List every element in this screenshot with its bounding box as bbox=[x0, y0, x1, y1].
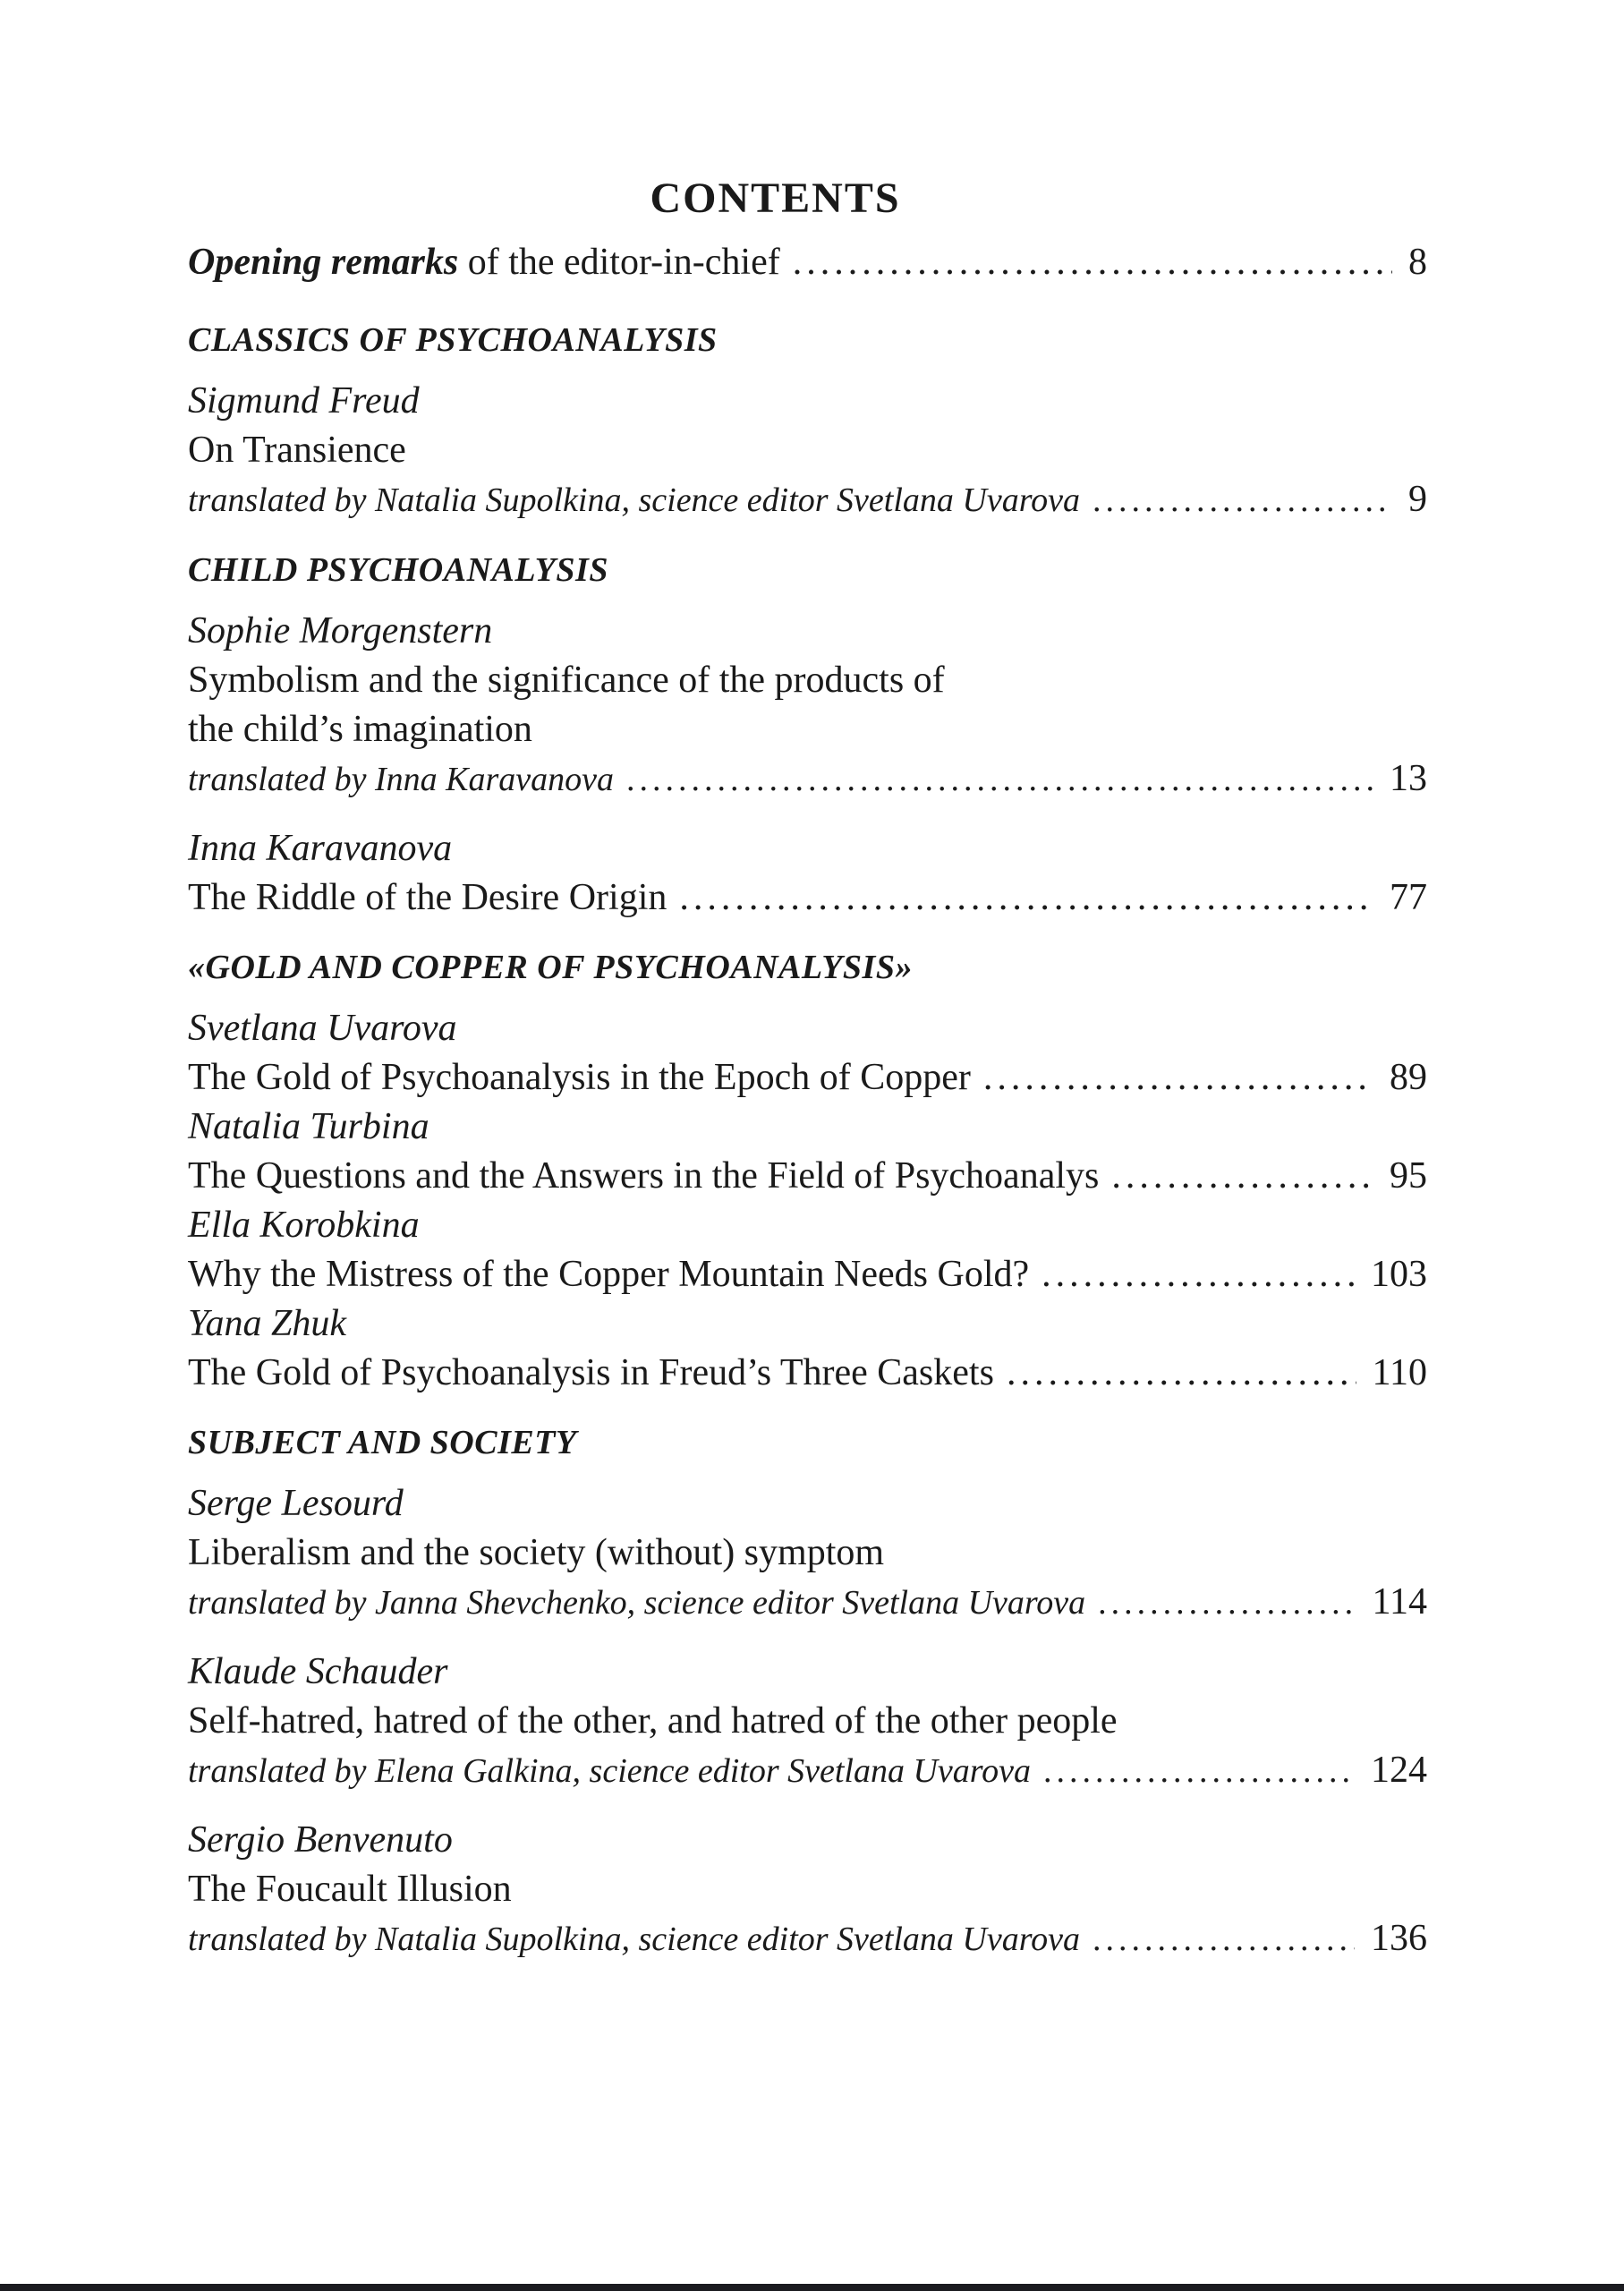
page-number: 124 bbox=[1371, 1750, 1427, 1791]
author-name: Svetlana Uvarova bbox=[188, 1008, 457, 1049]
dot-leader bbox=[1111, 1152, 1373, 1201]
toc-item bbox=[188, 607, 1427, 805]
entry-title-line: The Foucault Illusion bbox=[188, 1869, 512, 1910]
page-number: 77 bbox=[1390, 877, 1427, 918]
dot-leader bbox=[793, 238, 1392, 287]
bottom-scan-edge bbox=[0, 2284, 1624, 2291]
section-heading: SUBJECT AND SOCIETY bbox=[188, 1424, 577, 1461]
translator-note: translated by Elena Galkina, science editor Svetlana Uvarova bbox=[188, 1752, 1032, 1790]
entry-title: The Gold of Psychoanalysis in the Epoch of Copper bbox=[188, 1057, 971, 1098]
toc-sections bbox=[188, 316, 1427, 1964]
dot-leader bbox=[1093, 1915, 1355, 1964]
toc-item bbox=[188, 1201, 1427, 1299]
dot-leader bbox=[679, 873, 1373, 923]
entry-title-row bbox=[188, 1053, 1427, 1103]
entry-title-line: Self-hatred, hatred of the other, and hatred of the other people bbox=[188, 1700, 1118, 1742]
toc-section bbox=[188, 1418, 1427, 1964]
dot-leader bbox=[1007, 1349, 1356, 1398]
page-number: 95 bbox=[1390, 1155, 1427, 1197]
author-name: Klaude Schauder bbox=[188, 1651, 448, 1692]
author-name: Sergio Benvenuto bbox=[188, 1819, 453, 1861]
dot-leader bbox=[1098, 1579, 1356, 1628]
translator-note: translated by Natalia Supolkina, science editor Svetlana Uvarova bbox=[188, 1921, 1080, 1958]
translator-note: translated by Janna Shevchenko, science editor Svetlana Uvarova bbox=[188, 1584, 1086, 1622]
entry-title-row bbox=[188, 873, 1427, 923]
author-name: Ella Korobkina bbox=[188, 1205, 420, 1246]
author-name: Yana Zhuk bbox=[188, 1303, 347, 1344]
page-title: CONTENTS bbox=[650, 175, 901, 222]
page-number: 89 bbox=[1390, 1057, 1427, 1098]
section-heading: CLASSICS OF PSYCHOANALYSIS bbox=[188, 321, 718, 359]
entry-title: The Gold of Psychoanalysis in Freud’s Three Caskets bbox=[188, 1352, 994, 1393]
dot-leader bbox=[1043, 1747, 1355, 1796]
entry-title-line: Symbolism and the significance of the products of bbox=[188, 660, 945, 701]
entry-title-row bbox=[188, 1152, 1427, 1201]
entry-title-row bbox=[188, 1250, 1427, 1299]
page-number: 13 bbox=[1390, 758, 1427, 799]
toc-item bbox=[188, 1479, 1427, 1628]
entry-title: The Questions and the Answers in the Field of Psychoanalys bbox=[188, 1155, 1100, 1197]
entry-title-line: Liberalism and the society (without) symptom bbox=[188, 1532, 885, 1573]
author-name: Inna Karavanova bbox=[188, 828, 453, 869]
toc-item bbox=[188, 1004, 1427, 1103]
entry-title-line: On Transience bbox=[188, 430, 406, 471]
toc-item bbox=[188, 1299, 1427, 1398]
section-heading: CHILD PSYCHOANALYSIS bbox=[188, 551, 608, 589]
entry-title-line: the child’s imagination bbox=[188, 709, 532, 750]
page-number: 136 bbox=[1371, 1918, 1427, 1959]
toc-item bbox=[188, 1816, 1427, 1964]
page-number: 103 bbox=[1371, 1254, 1427, 1295]
page-number: 110 bbox=[1372, 1352, 1427, 1393]
opening-lead: Opening remarks bbox=[188, 242, 459, 283]
page-number: 114 bbox=[1372, 1581, 1427, 1622]
opening-rest: of the editor-in-chief bbox=[458, 242, 780, 283]
page-number: 8 bbox=[1408, 242, 1427, 283]
page-number: 9 bbox=[1408, 479, 1427, 520]
author-name: Natalia Turbina bbox=[188, 1106, 429, 1147]
translator-note: translated by Natalia Supolkina, science editor Svetlana Uvarova bbox=[188, 481, 1080, 519]
author-name: Sophie Morgenstern bbox=[188, 610, 493, 652]
dot-leader bbox=[983, 1053, 1373, 1103]
author-name: Serge Lesourd bbox=[188, 1483, 404, 1524]
dot-leader bbox=[1093, 476, 1392, 525]
toc-opening-row bbox=[188, 238, 1427, 287]
toc-item bbox=[188, 1648, 1427, 1796]
toc-section bbox=[188, 943, 1427, 1398]
opening-text bbox=[188, 238, 780, 287]
toc-section bbox=[188, 316, 1427, 525]
dot-leader bbox=[626, 755, 1373, 805]
toc-item bbox=[188, 377, 1427, 525]
translator-row bbox=[188, 1746, 1427, 1796]
translator-row bbox=[188, 1914, 1427, 1964]
author-name: Sigmund Freud bbox=[188, 380, 420, 422]
section-heading: «GOLD AND COPPER OF PSYCHOANALYSIS» bbox=[188, 949, 913, 986]
translator-row bbox=[188, 475, 1427, 525]
entry-title: Why the Mistress of the Copper Mountain Needs Gold? bbox=[188, 1254, 1030, 1295]
translator-row bbox=[188, 754, 1427, 805]
table-of-contents bbox=[0, 238, 1624, 1964]
toc-item bbox=[188, 1103, 1427, 1201]
entry-title-row bbox=[188, 1349, 1427, 1398]
toc-section bbox=[188, 546, 1427, 923]
translator-note: translated by Inna Karavanova bbox=[188, 761, 615, 798]
toc-item bbox=[188, 824, 1427, 923]
translator-row bbox=[188, 1578, 1427, 1628]
dot-leader bbox=[1042, 1250, 1355, 1299]
entry-title: The Riddle of the Desire Origin bbox=[188, 877, 667, 918]
